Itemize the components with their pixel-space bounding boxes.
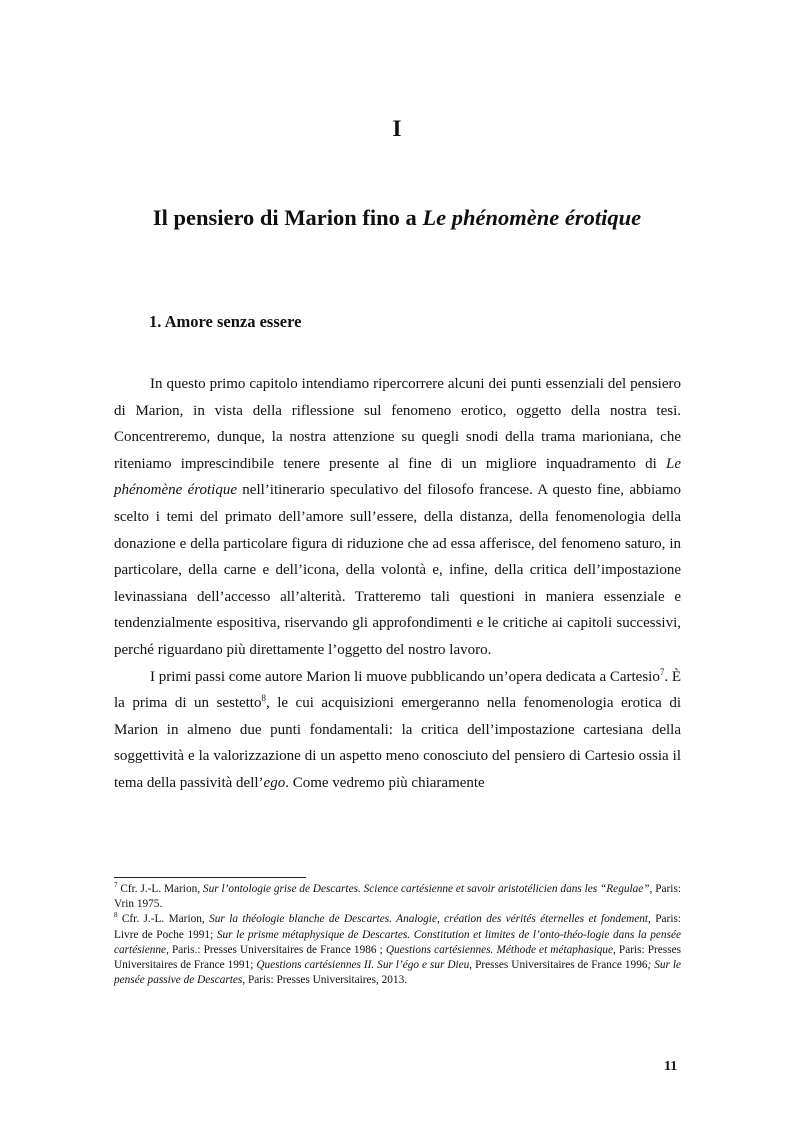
text-run: Cfr. J.-L. Marion, xyxy=(117,883,203,895)
section-heading: 1. Amore senza essere xyxy=(149,312,302,331)
text-run: I primi passi come autore Marion li muove pubblicando un’opera dedicata a Cartesio xyxy=(150,668,660,685)
italic-title: Sur la théologie blanche de Descartes. Analogie, création des vérités éternelles et fondement xyxy=(209,913,649,926)
text-run: . È la prima di un sestetto xyxy=(114,668,682,712)
footnote-7 xyxy=(114,882,681,912)
footnote-ref-7[interactable]: 7 xyxy=(659,666,665,677)
italic-title: ; Sur le pensée passive de Descartes xyxy=(114,959,682,987)
paragraph xyxy=(114,371,681,664)
italic-title: Sur l’ontologie grise de Descartes. Science cartésienne et savoir aristotélicien dans les “Regulae” xyxy=(202,883,650,895)
text-run: Cfr. J.-L. Marion, xyxy=(117,913,210,926)
text-run: , Presses Universitaires de France 1996 xyxy=(469,959,648,972)
chapter-title-text: Il pensiero di Marion fino a xyxy=(152,205,423,230)
italic-title: Sur le prisme métaphysique de Descartes. Constitution et limites de l’onto-théo-logie dans la pensée cartésienne xyxy=(114,928,682,956)
text-run: , Paris.: Presses Universitaires de France 1986 ; xyxy=(166,943,386,956)
footnote-ref-8[interactable]: 8 xyxy=(261,693,266,704)
body-text xyxy=(114,371,681,797)
italic-title: Questions cartésiennes II. Sur l’égo e sur Dieu xyxy=(256,959,470,972)
footnotes xyxy=(114,882,681,988)
text-run: In questo primo capitolo intendiamo ripercorrere alcuni dei punti essenziali del pensiero di Marion, in vista della riflessione sul fenomeno erotico, oggetto della nostra tesi. Concentreremo, dunque, la nostra attenzione su quegli snodi della trama marioniana, che riteniamo imprescindibile tenere presente al fine di un migliore inquadramento di xyxy=(114,376,681,472)
chapter-title-italic: Le phénomène érotique xyxy=(422,205,642,230)
text-run: , Paris: Presses Universitaires de France 1991; xyxy=(114,943,681,972)
text-run: , le cui acquisizioni emergeranno nella fenomenologia erotica di Marion in almeno due punti fondamentali: la critica dell’impostazione cartesiana della soggettività e la valorizzazione di un aspetto meno conosciuto del pensiero di Cartesio ossia il tema della passività dell’ xyxy=(114,695,681,791)
chapter-title xyxy=(0,205,794,231)
chapter-number: I xyxy=(392,116,402,141)
footnote-8 xyxy=(114,912,681,988)
page-number: 11 xyxy=(664,1059,678,1074)
footnote-number: 8 xyxy=(114,911,118,920)
paragraph xyxy=(114,664,681,797)
text-run: , Paris: Presses Universitaires, 2013. xyxy=(242,974,408,987)
text-run: . Come vedremo più chiaramente xyxy=(285,774,485,791)
text-run: , Paris: Vrin 1975. xyxy=(114,883,681,911)
footnote-divider xyxy=(114,877,306,878)
italic-title: Le phénomène érotique xyxy=(114,455,681,499)
italic-title: Questions cartésiennes. Méthode et métaphasique xyxy=(385,943,614,956)
footnote-number: 7 xyxy=(114,881,118,890)
text-run: nell’itinerario speculativo del filosofo francese. A questo fine, abbiamo scelto i temi del primato dell’amore sull’essere, della distanza, della fenomenologia della donazione e della particolare figura di riduzione che ad essa afferisce, del fenomeno saturo, in particolare, della carne e dell’icona, della volontà e, infine, della critica dell’impostazione levinassiana dell’accesso all’alterità. Tratteremo tali questioni in maniera essenziale e tendenzialmente espositiva, riservando gli approfondimenti e le critiche ai capitoli successivi, perché riguardano più direttamente l’oggetto del nostro lavoro. xyxy=(114,482,681,658)
italic-term: ego xyxy=(263,774,286,791)
text-run: , Paris: Livre de Poche 1991; xyxy=(114,913,681,941)
